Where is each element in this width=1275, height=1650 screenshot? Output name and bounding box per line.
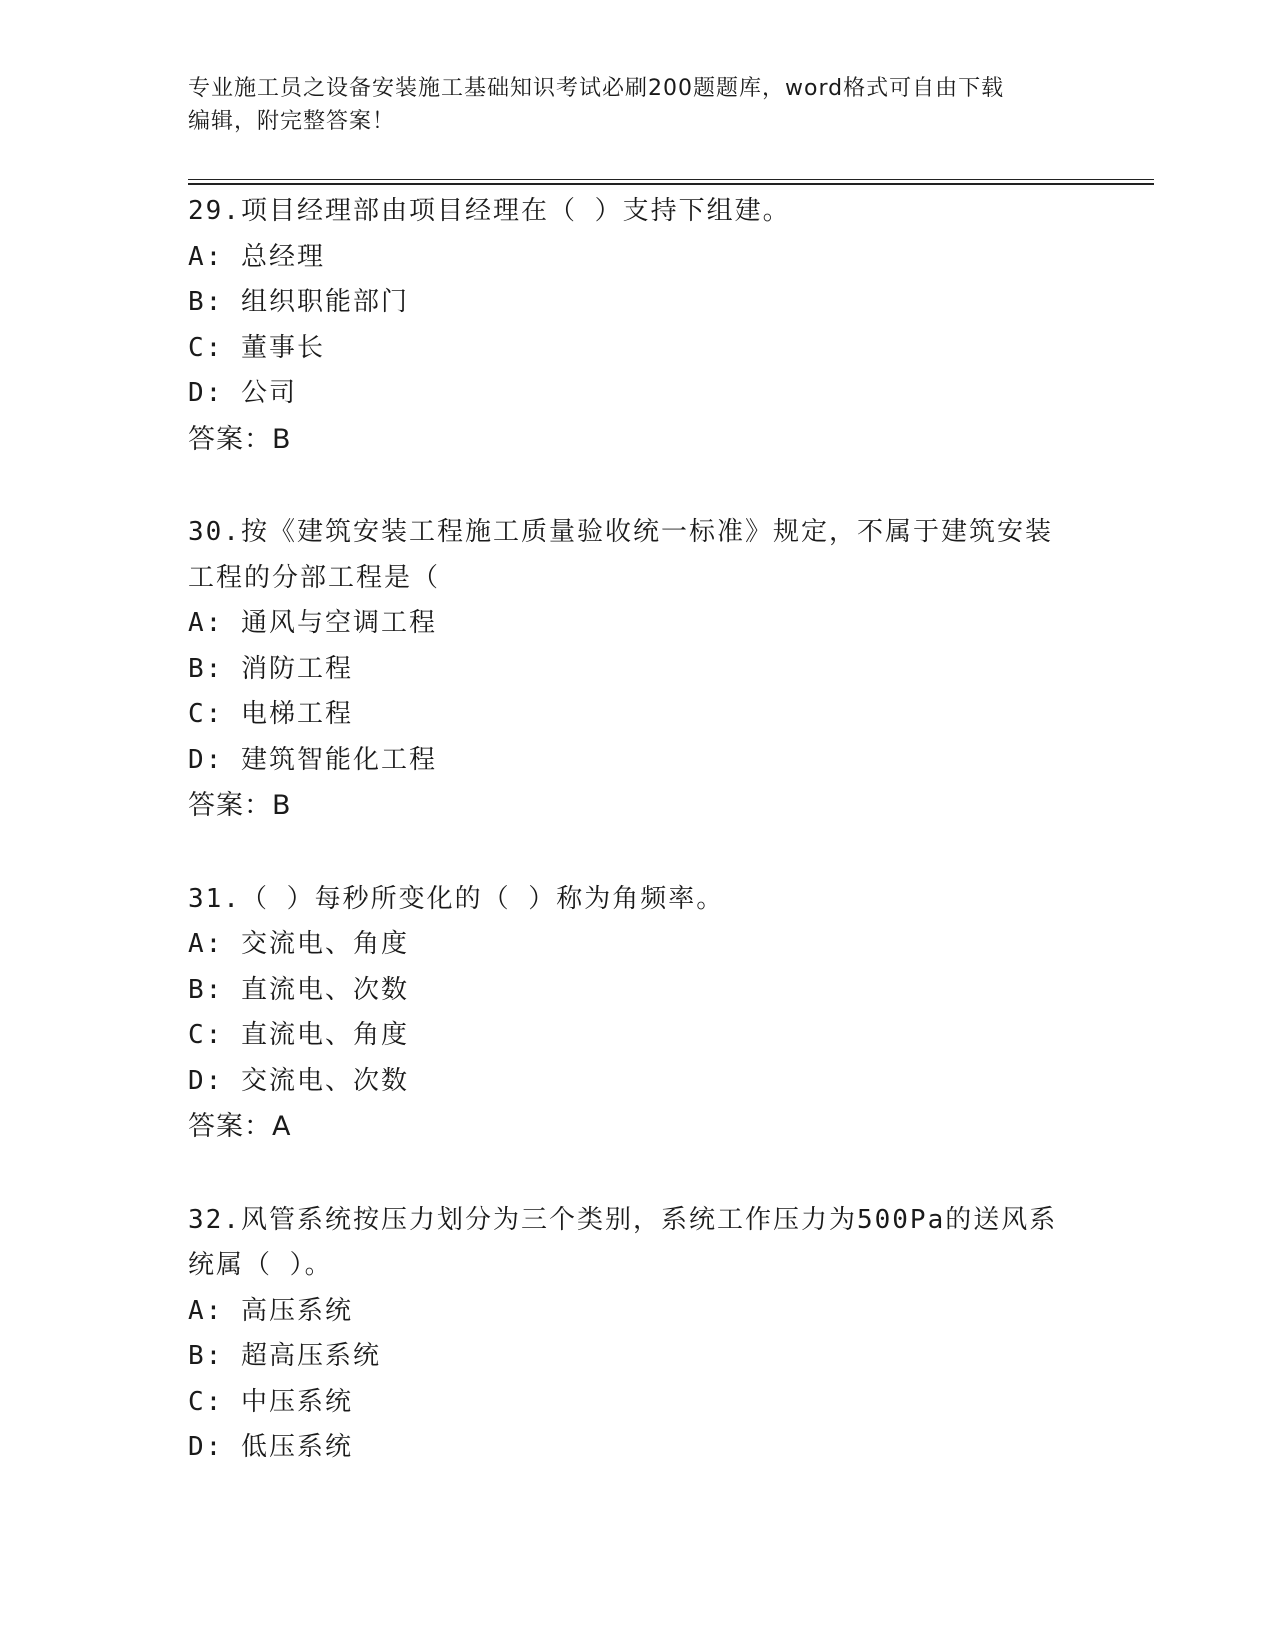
answer-label: 答案：B [188, 423, 292, 455]
question-stem-line-2: 统属（ ）。 [188, 1250, 333, 1280]
option-b: B: 组织职能部门 [188, 287, 409, 317]
question-31 [188, 877, 1088, 1150]
option-d: D: 低压系统 [188, 1432, 353, 1462]
option-c: C: 董事长 [188, 332, 325, 363]
option-d: D: 交流电、次数 [188, 1065, 409, 1096]
answer-label: 答案：B [188, 790, 292, 821]
option-a: A: 交流电、角度 [188, 929, 409, 959]
question-stem: 31.（ ）每秒所变化的（ ）称为角频率。 [188, 883, 725, 914]
option-d: D: 公司 [188, 378, 297, 408]
question-stem-line-1: 30.按《建筑安装工程施工质量验收统一标准》规定，不属于建筑安装 [188, 517, 1053, 547]
header-title-line-1: 专业施工员之设备安装施工基础知识考试必刷200题题库，word格式可自由下载 [188, 76, 1005, 101]
option-d: D: 建筑智能化工程 [188, 744, 437, 775]
option-a: A: 总经理 [188, 241, 325, 272]
document-header [188, 72, 1068, 138]
question-stem: 29.项目经理部由项目经理在（ ）支持下组建。 [188, 196, 791, 226]
answer-label: 答案：A [188, 1111, 292, 1142]
option-c: C: 直流电、角度 [188, 1020, 409, 1050]
option-a: A: 高压系统 [188, 1295, 353, 1326]
question-stem-line-2: 工程的分部工程是（ [188, 562, 441, 593]
option-b: B: 直流电、次数 [188, 974, 409, 1005]
question-29 [188, 189, 1088, 462]
question-32 [188, 1198, 1088, 1471]
option-b: B: 消防工程 [188, 653, 353, 684]
question-stem-line-1: 32.风管系统按压力划分为三个类别，系统工作压力为500Pa的送风系 [188, 1204, 1058, 1235]
header-divider-thin [188, 179, 1154, 180]
header-divider-thick [188, 183, 1154, 185]
question-list [188, 189, 1088, 1519]
header-title-line-2: 编辑，附完整答案！ [188, 109, 396, 134]
option-a: A: 通风与空调工程 [188, 608, 437, 638]
option-b: B: 超高压系统 [188, 1341, 381, 1371]
option-c: C: 中压系统 [188, 1386, 353, 1417]
question-30 [188, 510, 1088, 829]
option-c: C: 电梯工程 [188, 699, 353, 729]
